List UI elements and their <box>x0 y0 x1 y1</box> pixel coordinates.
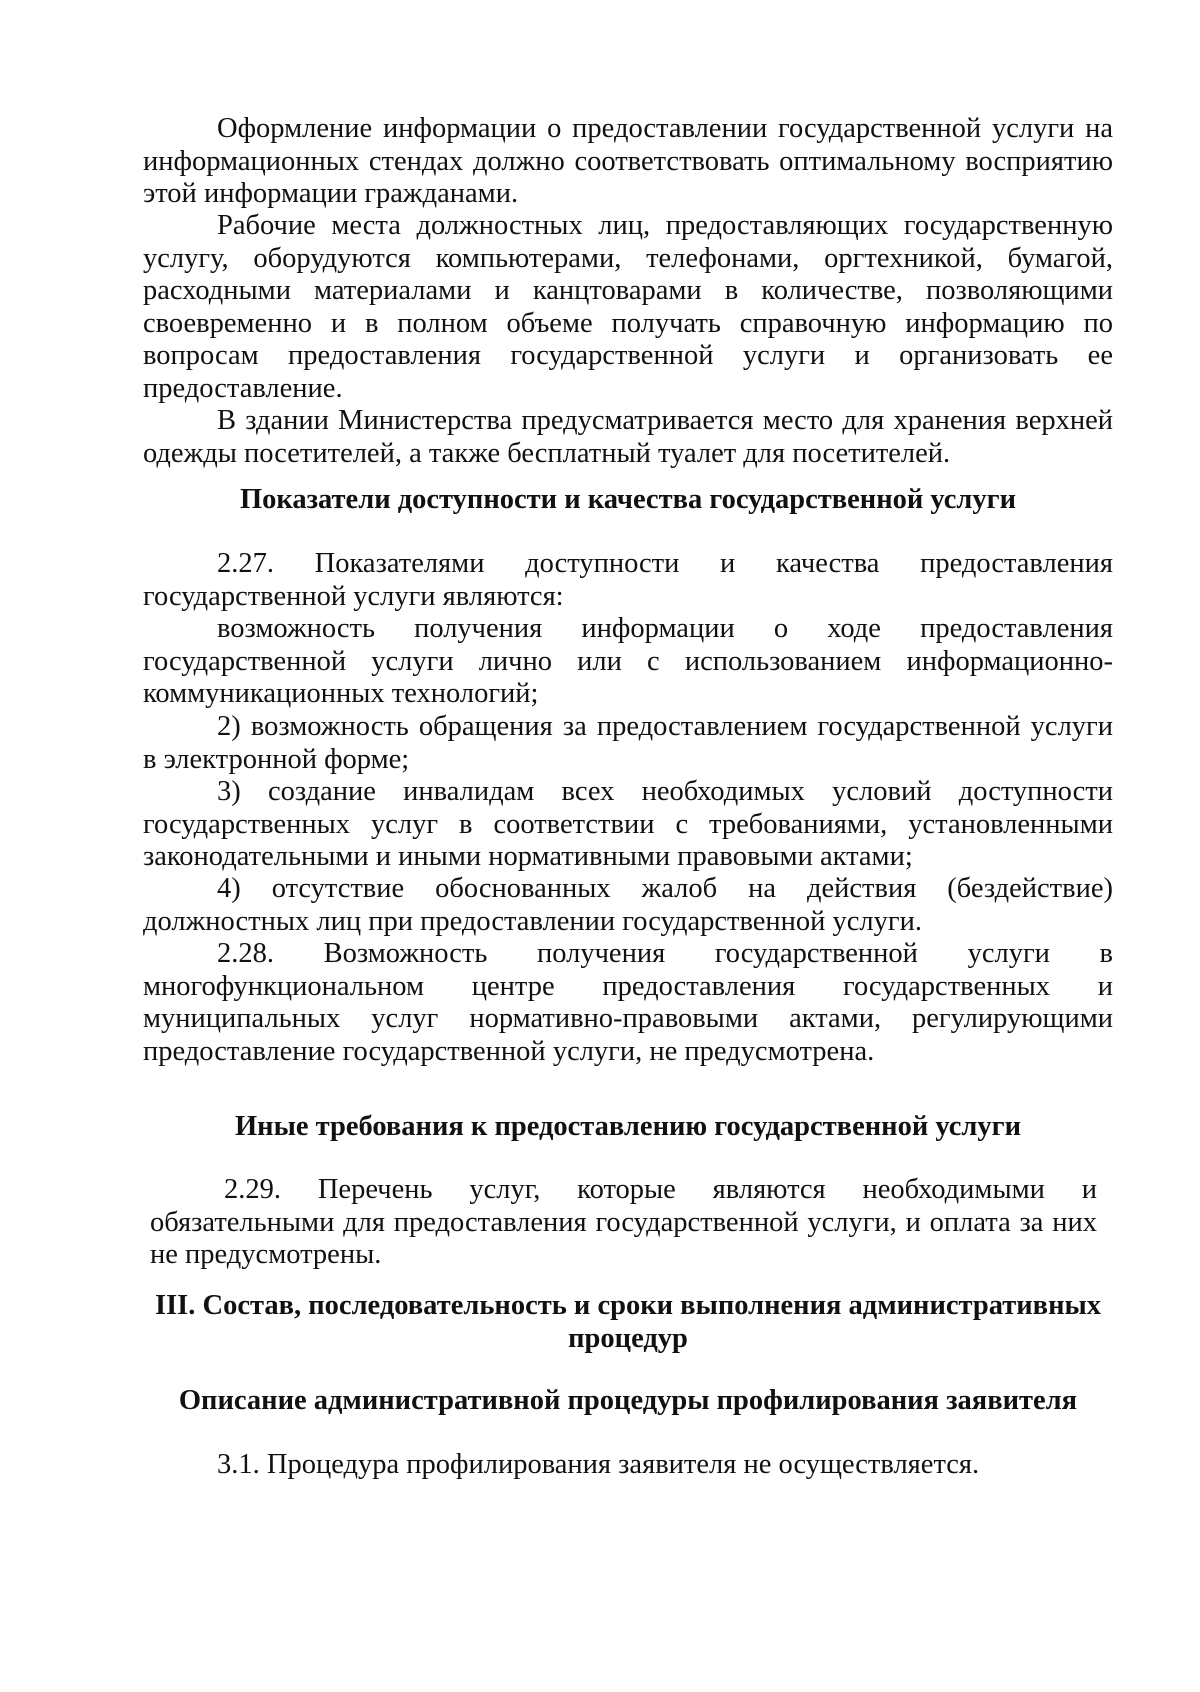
list-item <box>143 613 1113 711</box>
text-line: информационных стендах должно соответствовать оптимальному восприятию <box>143 145 1113 177</box>
paragraph-3-1 <box>143 1449 1113 1482</box>
paragraph-info-stands <box>143 113 1113 211</box>
text-line: предоставление государственной услуги, не предусмотрена. <box>143 1035 875 1067</box>
paragraph-2-27 <box>143 548 1113 613</box>
text-line: 3.1. Процедура профилирования заявителя не осуществляется. <box>217 1449 980 1480</box>
text-line: не предусмотрены. <box>150 1239 382 1270</box>
text-line: обязательными для предоставления государственной услуги, и оплата за них <box>150 1206 1097 1238</box>
list-item <box>143 776 1113 874</box>
text-line: предоставление. <box>143 372 343 404</box>
paragraph-ministry-building <box>143 405 1113 470</box>
text-line: этой информации гражданами. <box>143 178 519 209</box>
text-line: должностных лиц при предоставлении государственной услуги. <box>143 905 922 937</box>
text-line: услугу, оборудуются компьютерами, телефонами, оргтехникой, бумагой, <box>143 242 1113 274</box>
paragraph-workplaces <box>143 210 1113 405</box>
list-item <box>143 873 1113 938</box>
text-line: в электронной форме; <box>143 743 410 775</box>
text-line: одежды посетителей, а также бесплатный туалет для посетителей. <box>143 437 951 469</box>
section-heading-chapter-iii <box>143 1290 1113 1355</box>
text-line: 4) отсутствие обоснованных жалоб на действия (бездействие) <box>217 873 1113 904</box>
text-line: расходными материалами и канцтоварами в количестве, позволяющими <box>143 275 1113 306</box>
text-line: В здании Министерства предусматривается место для хранения верхней <box>217 405 1113 436</box>
text-line: государственной услуги являются: <box>143 580 564 612</box>
paragraph-2-29 <box>150 1174 1097 1272</box>
text-line: 2.28. Возможность получения государственной услуги в <box>217 938 1113 969</box>
text-line: Рабочие места должностных лиц, предоставляющих государственную <box>217 210 1113 241</box>
text-line: 2.29. Перечень услуг, которые являются необходимыми и <box>224 1174 1097 1205</box>
text-line: государственной услуги лично или с использованием информационно- <box>143 645 1113 677</box>
text-line: государственных услуг в соответствии с требованиями, установленными <box>143 808 1113 840</box>
text-line: 3) создание инвалидам всех необходимых условий доступности <box>217 776 1113 807</box>
text-line: муниципальных услуг нормативно-правовыми актами, регулирующими <box>143 1003 1113 1034</box>
text-line: своевременно и в полном объеме получать справочную информацию по <box>143 307 1113 339</box>
text-line: многофункциональном центре предоставления государственных и <box>143 970 1113 1002</box>
text-line: коммуникационных технологий; <box>143 678 539 709</box>
text-line: вопросам предоставления государственной услуги и организовать ее <box>143 340 1113 371</box>
heading-line: процедур <box>568 1322 688 1354</box>
section-heading-other-requirements: Иные требования к предоставлению государственной услуги <box>235 1111 1021 1142</box>
text-line: 2.27. Показателями доступности и качества предоставления <box>217 548 1113 579</box>
paragraph-2-28 <box>143 938 1113 1068</box>
section-heading-profiling: Описание административной процедуры профилирования заявителя <box>178 1385 1078 1416</box>
text-line: 2) возможность обращения за предоставлением государственной услуги <box>217 711 1113 742</box>
list-item <box>143 711 1113 776</box>
text-line: законодательными и иными нормативными правовыми актами; <box>143 841 913 872</box>
section-heading-accessibility: Показатели доступности и качества государственной услуги <box>239 484 1017 515</box>
heading-line: III. Состав, последовательность и сроки выполнения административных <box>155 1290 1101 1321</box>
text-line: возможность получения информации о ходе предоставления <box>217 613 1113 644</box>
text-line: Оформление информации о предоставлении государственной услуги на <box>217 113 1113 144</box>
